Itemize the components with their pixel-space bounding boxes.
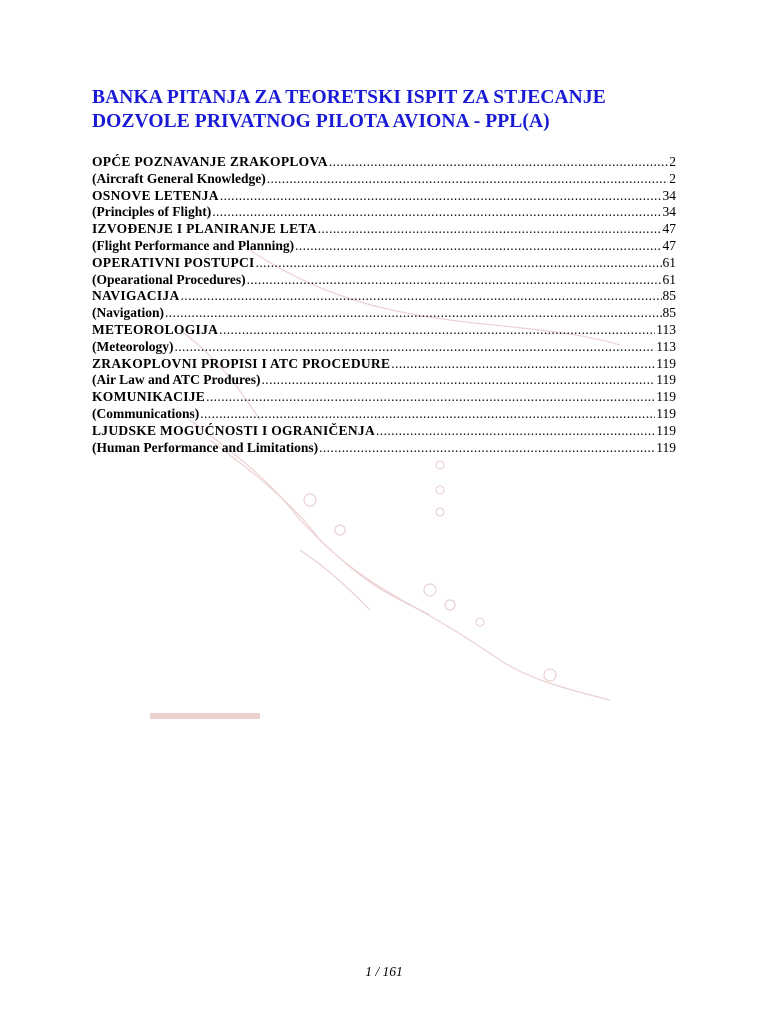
toc-entry[interactable] xyxy=(92,305,676,322)
toc-entry-label: (Human Performance and Limitations) xyxy=(92,439,319,455)
toc-entry-label: OSNOVE LETENJA xyxy=(92,187,219,203)
toc-entry[interactable] xyxy=(92,238,676,255)
toc-entry-label: ZRAKOPLOVNI PROPISI I ATC PROCEDURE xyxy=(92,355,391,371)
toc-entry-page: 119 xyxy=(656,372,676,388)
toc-leader-dots xyxy=(174,339,655,356)
toc-leader-dots xyxy=(295,238,661,255)
page-number: 1 / 161 xyxy=(365,964,403,979)
toc-entry[interactable] xyxy=(92,154,676,171)
toc-entry[interactable] xyxy=(92,356,676,373)
toc-entry[interactable] xyxy=(92,406,676,423)
toc-leader-dots xyxy=(376,423,655,440)
toc-entry[interactable] xyxy=(92,423,676,440)
toc-entry[interactable] xyxy=(92,188,676,205)
title-line-1: BANKA PITANJA ZA TEORETSKI ISPIT ZA STJECANJE xyxy=(92,87,606,108)
toc-entry-label: IZVOĐENJE I PLANIRANJE LETA xyxy=(92,221,317,237)
toc-leader-dots xyxy=(391,356,655,373)
toc-entry-label: OPĆE POZNAVANJE ZRAKOPLOVA xyxy=(92,154,328,169)
toc-entry-page: 47 xyxy=(662,237,676,253)
toc-entry-page: 119 xyxy=(656,439,676,455)
document-title xyxy=(92,86,692,134)
toc-entry[interactable] xyxy=(92,339,676,356)
toc-entry-label: (Principles of Flight) xyxy=(92,204,212,220)
toc-entry-page: 61 xyxy=(662,271,676,287)
table-of-contents xyxy=(92,154,676,456)
toc-leader-dots xyxy=(329,154,668,171)
toc-leader-dots xyxy=(262,372,656,389)
title-line-2: DOZVOLE PRIVATNOG PILOTA AVIONA - PPL(A) xyxy=(92,111,550,132)
toc-entry[interactable] xyxy=(92,204,676,221)
toc-entry-label: (Opearational Procedures) xyxy=(92,271,246,287)
toc-entry-page: 119 xyxy=(656,389,676,405)
toc-entry[interactable] xyxy=(92,440,676,457)
toc-entry-page: 119 xyxy=(656,422,676,438)
toc-entry[interactable] xyxy=(92,389,676,406)
toc-leader-dots xyxy=(206,389,655,406)
toc-leader-dots xyxy=(219,322,655,339)
toc-entry[interactable] xyxy=(92,322,676,339)
toc-leader-dots xyxy=(319,440,655,457)
toc-entry[interactable] xyxy=(92,372,676,389)
toc-leader-dots xyxy=(256,255,662,272)
toc-leader-dots xyxy=(247,272,662,289)
toc-entry-label: METEOROLOGIJA xyxy=(92,321,219,337)
toc-entry[interactable] xyxy=(92,288,676,305)
toc-leader-dots xyxy=(212,204,661,221)
toc-entry-label: (Flight Performance and Planning) xyxy=(92,237,295,253)
toc-entry-page: 2 xyxy=(669,170,676,186)
toc-entry-page: 47 xyxy=(662,221,676,237)
toc-entry-label: (Aircraft General Knowledge) xyxy=(92,170,266,186)
toc-entry-label: OPERATIVNI POSTUPCI xyxy=(92,254,255,270)
toc-entry-page: 119 xyxy=(656,355,676,371)
toc-leader-dots xyxy=(165,305,662,322)
toc-entry-page: 61 xyxy=(662,254,676,270)
toc-entry-page: 85 xyxy=(662,288,676,304)
toc-leader-dots xyxy=(181,288,662,305)
toc-entry-label: KOMUNIKACIJE xyxy=(92,389,206,405)
toc-entry-label: (Communications) xyxy=(92,405,200,421)
toc-entry-page: 113 xyxy=(656,338,676,354)
toc-entry[interactable] xyxy=(92,171,676,188)
toc-leader-dots xyxy=(318,221,662,238)
toc-entry-page: 85 xyxy=(662,305,676,321)
toc-leader-dots xyxy=(220,188,662,205)
toc-entry[interactable] xyxy=(92,221,676,238)
toc-entry-page: 119 xyxy=(656,405,676,421)
toc-entry-label: (Air Law and ATC Produres) xyxy=(92,372,261,388)
toc-entry-page: 2 xyxy=(669,154,676,169)
toc-entry-page: 34 xyxy=(662,187,676,203)
toc-entry-label: LJUDSKE MOGUĆNOSTI I OGRANIČENJA xyxy=(92,422,376,438)
toc-entry-label: NAVIGACIJA xyxy=(92,288,180,304)
toc-entry-page: 34 xyxy=(662,204,676,220)
toc-entry-label: (Navigation) xyxy=(92,305,164,321)
toc-entry-page: 113 xyxy=(656,321,676,337)
toc-leader-dots xyxy=(267,171,669,188)
toc-entry[interactable] xyxy=(92,272,676,289)
toc-leader-dots xyxy=(200,406,655,423)
toc-entry-label: (Meteorology) xyxy=(92,338,174,354)
toc-entry[interactable] xyxy=(92,255,676,272)
